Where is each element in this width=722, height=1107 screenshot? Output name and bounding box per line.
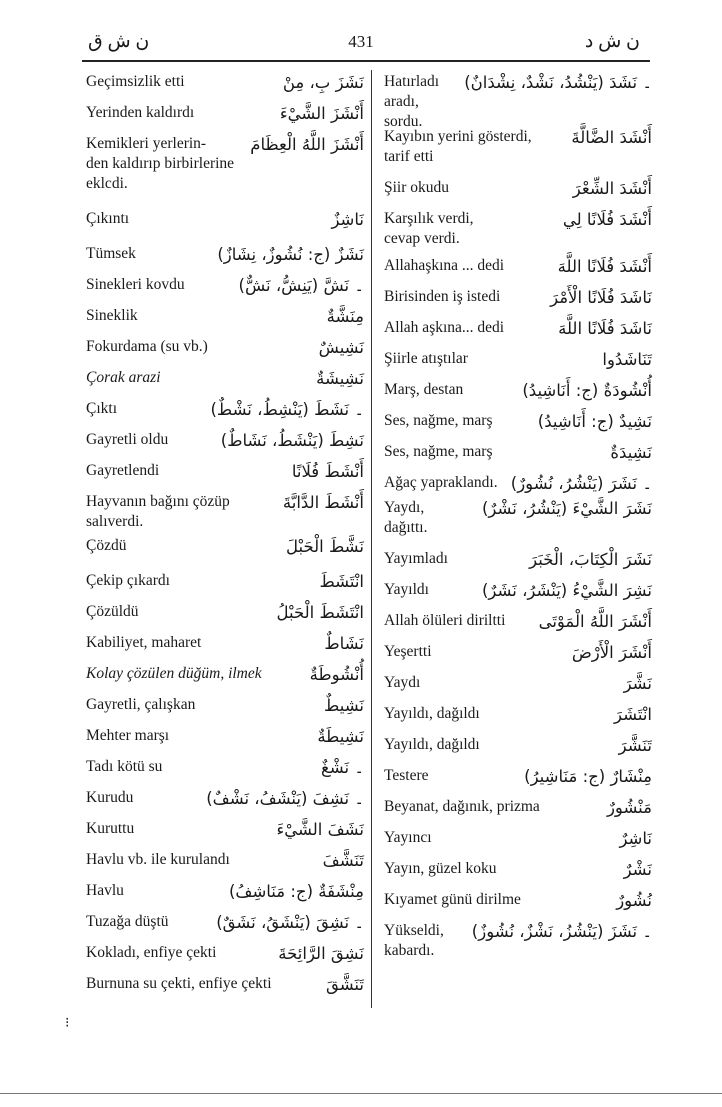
turkish-definition: Yayıldı <box>384 581 429 598</box>
arabic-headword: نَشَاطٌ <box>324 634 364 653</box>
turkish-definition: Kemikleri yerlerin- den kaldırıp birbirlerine eklcdi. <box>86 135 235 192</box>
dictionary-entry <box>86 726 364 757</box>
arabic-headword: نَاشَدَ فُلَانًا اللَّهَ <box>558 319 652 338</box>
turkish-definition: Ağaç yapraklandı. <box>384 474 498 491</box>
dictionary-entry <box>384 72 652 130</box>
turkish-definition: Kokladı, enfiye çekti <box>86 944 217 961</box>
turkish-definition: Kuruttu <box>86 820 135 837</box>
dictionary-entry <box>86 974 364 1005</box>
turkish-definition: Havlu vb. ile kurulandı <box>86 851 230 868</box>
arabic-headword: نَشَرَ الشَّيْءَ (يَنْشُرُ، نَشْرٌ) <box>481 499 652 518</box>
arabic-headword: نَشَّطَ الْحَبْلَ <box>286 537 364 556</box>
page-bottom-rule <box>0 1093 722 1094</box>
turkish-definition: Kolay çözülen düğüm, ilmek <box>86 665 262 682</box>
turkish-definition: Testere <box>384 767 429 784</box>
arabic-headword: نَشِطَ (يَنْشَطُ، نَشَاطٌ) <box>220 431 364 450</box>
arabic-headword: ۔ نَشَّ (يَنِشُّ، نَشٌّ) <box>238 276 364 295</box>
arabic-headword: نَشِيدَةٌ <box>610 443 652 462</box>
turkish-definition: Kurudu <box>86 789 134 806</box>
dictionary-entry <box>86 306 364 337</box>
arabic-headword: نَشِقَ الرَّائِحَةَ <box>278 944 364 963</box>
turkish-definition: Mehter marşı <box>86 727 170 744</box>
arabic-headword: ۔ نَشَدَ (يَنْشُدُ، نَشْدٌ، نِشْدَانٌ) <box>464 73 652 92</box>
turkish-definition: Çözüldü <box>86 603 139 620</box>
dictionary-entry <box>384 442 652 473</box>
arabic-headword: أَنْشَدَ فُلَانًا لِي <box>562 210 652 229</box>
dictionary-entry <box>384 735 652 766</box>
dictionary-entry <box>384 411 652 442</box>
turkish-definition: Çözdü <box>86 537 127 554</box>
arabic-headword: نَشِيطٌ <box>324 696 364 715</box>
arabic-headword: أَنْشَدَ الشِّعْرَ <box>572 179 652 198</box>
turkish-definition: Allah ölüleri diriltti <box>384 612 506 629</box>
dictionary-entry <box>86 881 364 912</box>
turkish-definition: Tuzağa düştü <box>86 913 169 930</box>
dictionary-entry <box>384 209 652 256</box>
arabic-headword: أُنْشُودَةٌ (ج: أَنَاشِيدُ) <box>522 381 652 400</box>
turkish-definition: Şiir okudu <box>384 179 450 196</box>
turkish-definition: Tadı kötü su <box>86 758 163 775</box>
arabic-headword: أَنْشَرَ الْأَرْضَ <box>571 643 652 662</box>
dictionary-entry <box>384 349 652 380</box>
turkish-definition: Gayretli, çalışkan <box>86 696 196 713</box>
right-column <box>384 72 652 965</box>
arabic-headword: نَشِرَ الشَّيْءُ (يَنْشَرُ، نَشَرٌ) <box>481 581 652 600</box>
turkish-definition: Birisinden iş istedi <box>384 288 501 305</box>
dictionary-entry <box>86 788 364 819</box>
dictionary-entry <box>86 757 364 788</box>
dictionary-entry <box>384 611 652 642</box>
turkish-definition: Kıyamet günü dirilme <box>384 891 521 908</box>
arabic-headword: ۔ نَشْغٌ <box>320 758 364 777</box>
turkish-definition: Geçimsizlik etti <box>86 73 185 90</box>
dictionary-entry <box>86 275 364 306</box>
arabic-headword: ۔ نَشِفَ (يَنْشَفُ، نَشْفٌ) <box>206 789 364 808</box>
arabic-headword: نَشِيطَةٌ <box>317 727 364 746</box>
arabic-headword: مِنْشَفَةٌ (ج: مَنَاشِفُ) <box>228 882 364 901</box>
arabic-headword: انْتَشَرَ <box>614 705 652 724</box>
arabic-headword: نَاشَدَ فُلَانًا الْأَمْرَ <box>550 288 652 307</box>
dictionary-entry <box>86 430 364 461</box>
arabic-headword: تَنَشَّرَ <box>618 736 652 755</box>
arabic-headword: نَشَفَ الشَّيْءَ <box>276 820 364 839</box>
arabic-headword: نَشِيشَةٌ <box>316 369 364 388</box>
dictionary-entry <box>86 819 364 850</box>
dictionary-entry <box>86 664 364 695</box>
turkish-definition: Gayretli oldu <box>86 431 169 448</box>
turkish-definition: Havlu <box>86 882 124 899</box>
dictionary-entry <box>86 244 364 275</box>
arabic-headword: نَشِيدٌ (ج: أَنَاشِيدُ) <box>537 412 652 431</box>
arabic-headword: أَنْشَطَ فُلَانًا <box>291 462 364 481</box>
arabic-headword: أَنْشَرَ اللَّهُ الْمَوْتَى <box>538 612 652 631</box>
arabic-headword: أَنْشَدَ فُلَانًا اللَّهَ <box>557 257 652 276</box>
margin-mark: ⁝ <box>65 1016 70 1031</box>
turkish-definition: Yaydı <box>384 674 421 691</box>
turkish-definition: Çıktı <box>86 400 118 417</box>
turkish-definition: Hatırladı aradı, sordu. <box>384 73 440 130</box>
arabic-headword: أُنْشُوطَةٌ <box>309 665 364 684</box>
arabic-headword: نَشَّرَ <box>623 674 652 693</box>
dictionary-entry <box>384 549 652 580</box>
dictionary-entry <box>384 704 652 735</box>
arabic-headword: نَاشِزٌ <box>331 210 364 229</box>
arabic-headword: مِنَشَّةٌ <box>326 307 364 326</box>
turkish-definition: Gayretlendi <box>86 462 160 479</box>
dictionary-entry <box>86 72 364 103</box>
turkish-definition: Yayıncı <box>384 829 432 846</box>
turkish-definition: Burnuna su çekti, enfiye çekti <box>86 975 272 992</box>
arabic-headword: أَنْشَدَ الضَّالَّةَ <box>571 128 652 147</box>
arabic-headword: نَشَرَ الْكِتَابَ، الْخَبَرَ <box>529 550 652 569</box>
turkish-definition: Kayıbın yerini gösterdi, tarif etti <box>384 128 532 165</box>
turkish-definition: Sinekleri kovdu <box>86 276 185 293</box>
turkish-definition: Sineklik <box>86 307 138 324</box>
dictionary-entry <box>384 287 652 318</box>
turkish-definition: Tümsek <box>86 245 136 262</box>
arabic-headword: أَنْشَزَ اللَّهُ الْعِظَامَ <box>250 135 364 154</box>
turkish-definition: Yayıldı, dağıldı <box>384 736 480 753</box>
turkish-definition: Kabiliyet, maharet <box>86 634 202 651</box>
arabic-headword: نُشُورٌ <box>616 891 652 910</box>
header-right-letters: ن ش د <box>584 31 640 52</box>
dictionary-entry <box>384 921 652 965</box>
turkish-definition: Ses, nağme, marş <box>384 443 493 460</box>
dictionary-entry <box>86 461 364 492</box>
page-number: 431 <box>348 32 374 51</box>
dictionary-entry <box>86 695 364 726</box>
arabic-headword: مِنْشَارٌ (ج: مَنَاشِيرُ) <box>524 767 652 786</box>
dictionary-entry <box>86 912 364 943</box>
dictionary-entry <box>384 127 652 178</box>
turkish-definition: Çekip çıkardı <box>86 572 170 589</box>
turkish-definition: Çıkıntı <box>86 210 130 227</box>
dictionary-entry <box>86 536 364 571</box>
column-divider <box>371 70 372 1008</box>
arabic-headword: نَشَزٌ (ج: نُشُوزٌ، نِشَازٌ) <box>217 245 364 264</box>
turkish-definition: Yaydı, dağıttı. <box>384 499 428 536</box>
turkish-definition: Yerinden kaldırdı <box>86 104 195 121</box>
dictionary-entry <box>384 673 652 704</box>
arabic-headword: نَشِيشٌ <box>318 338 364 357</box>
dictionary-entry <box>384 178 652 209</box>
arabic-headword: مَنْشُورٌ <box>606 798 652 817</box>
dictionary-entry <box>384 890 652 921</box>
dictionary-entry <box>86 368 364 399</box>
turkish-definition: Yayıldı, dağıldı <box>384 705 480 722</box>
left-column <box>86 72 364 1005</box>
dictionary-entry <box>86 103 364 134</box>
dictionary-entry <box>86 134 364 209</box>
dictionary-entry <box>384 859 652 890</box>
arabic-headword: أَنْشَطَ الدَّابَّةَ <box>282 493 364 512</box>
dictionary-entry <box>86 633 364 664</box>
turkish-definition: Hayvanın bağını çözüp salıverdi. <box>86 493 230 530</box>
header-left-letters: ن ش ق <box>88 31 150 52</box>
arabic-headword: ۔ نَشَطَ (يَنْشِطُ، نَشْطٌ) <box>210 400 364 419</box>
dictionary-entry <box>384 473 652 498</box>
arabic-headword: انْتَشَطَ <box>319 572 364 591</box>
turkish-definition: Çorak arazi <box>86 369 161 386</box>
dictionary-entry <box>86 399 364 430</box>
dictionary-entry <box>86 943 364 974</box>
turkish-definition: Beyanat, dağınık, prizma <box>384 798 540 815</box>
arabic-headword: نَاشِرٌ <box>619 829 652 848</box>
turkish-definition: Allah aşkına... dedi <box>384 319 505 336</box>
dictionary-entry <box>86 337 364 368</box>
dictionary-entry <box>384 318 652 349</box>
arabic-headword: انْتَشَطَ الْحَبْلُ <box>276 603 364 622</box>
dictionary-entry <box>86 571 364 602</box>
turkish-definition: Yeşertti <box>384 643 432 660</box>
arabic-headword: ۔ نَشَرَ (يَنْشُرُ، نُشُورٌ) <box>510 474 652 493</box>
dictionary-entry <box>384 642 652 673</box>
arabic-headword: ۔ نَشَزَ (يَنْشُزُ، نَشْزٌ، نُشُوزٌ) <box>471 922 652 941</box>
arabic-headword: ۔ نَشِقَ (يَنْشَقُ، نَشَقٌ) <box>216 913 364 932</box>
dictionary-entry <box>384 580 652 611</box>
arabic-headword: نَشْرٌ <box>623 860 652 879</box>
turkish-definition: Yayın, güzel koku <box>384 860 497 877</box>
dictionary-entry <box>384 828 652 859</box>
arabic-headword: أَنْشَزَ الشَّيْءَ <box>279 104 364 123</box>
arabic-headword: تَنَشَّفَ <box>322 851 364 870</box>
dictionary-entry <box>384 380 652 411</box>
turkish-definition: Ses, nağme, marş <box>384 412 493 429</box>
turkish-definition: Fokurdama (su vb.) <box>86 338 208 355</box>
arabic-headword: تَنَاشَدُوا <box>602 350 652 369</box>
turkish-definition: Yükseldi, kabardı. <box>384 922 444 959</box>
turkish-definition: Marş, destan <box>384 381 464 398</box>
dictionary-entry <box>384 797 652 828</box>
dictionary-entry <box>86 602 364 633</box>
dictionary-entry <box>384 498 652 549</box>
dictionary-entry <box>86 209 364 244</box>
turkish-definition: Karşılık verdi, cevap verdi. <box>384 210 474 247</box>
turkish-definition: Yayımladı <box>384 550 448 567</box>
turkish-definition: Allahaşkına ... dedi <box>384 257 505 274</box>
dictionary-entry <box>384 256 652 287</box>
dictionary-entry <box>86 492 364 536</box>
dictionary-entry <box>86 850 364 881</box>
turkish-definition: Şiirle atıştılar <box>384 350 468 367</box>
dictionary-entry <box>384 766 652 797</box>
header-rule <box>82 60 650 62</box>
arabic-headword: تَنَشَّقَ <box>325 975 364 994</box>
arabic-headword: نَشَزَ بِ، مِنْ <box>282 73 364 92</box>
